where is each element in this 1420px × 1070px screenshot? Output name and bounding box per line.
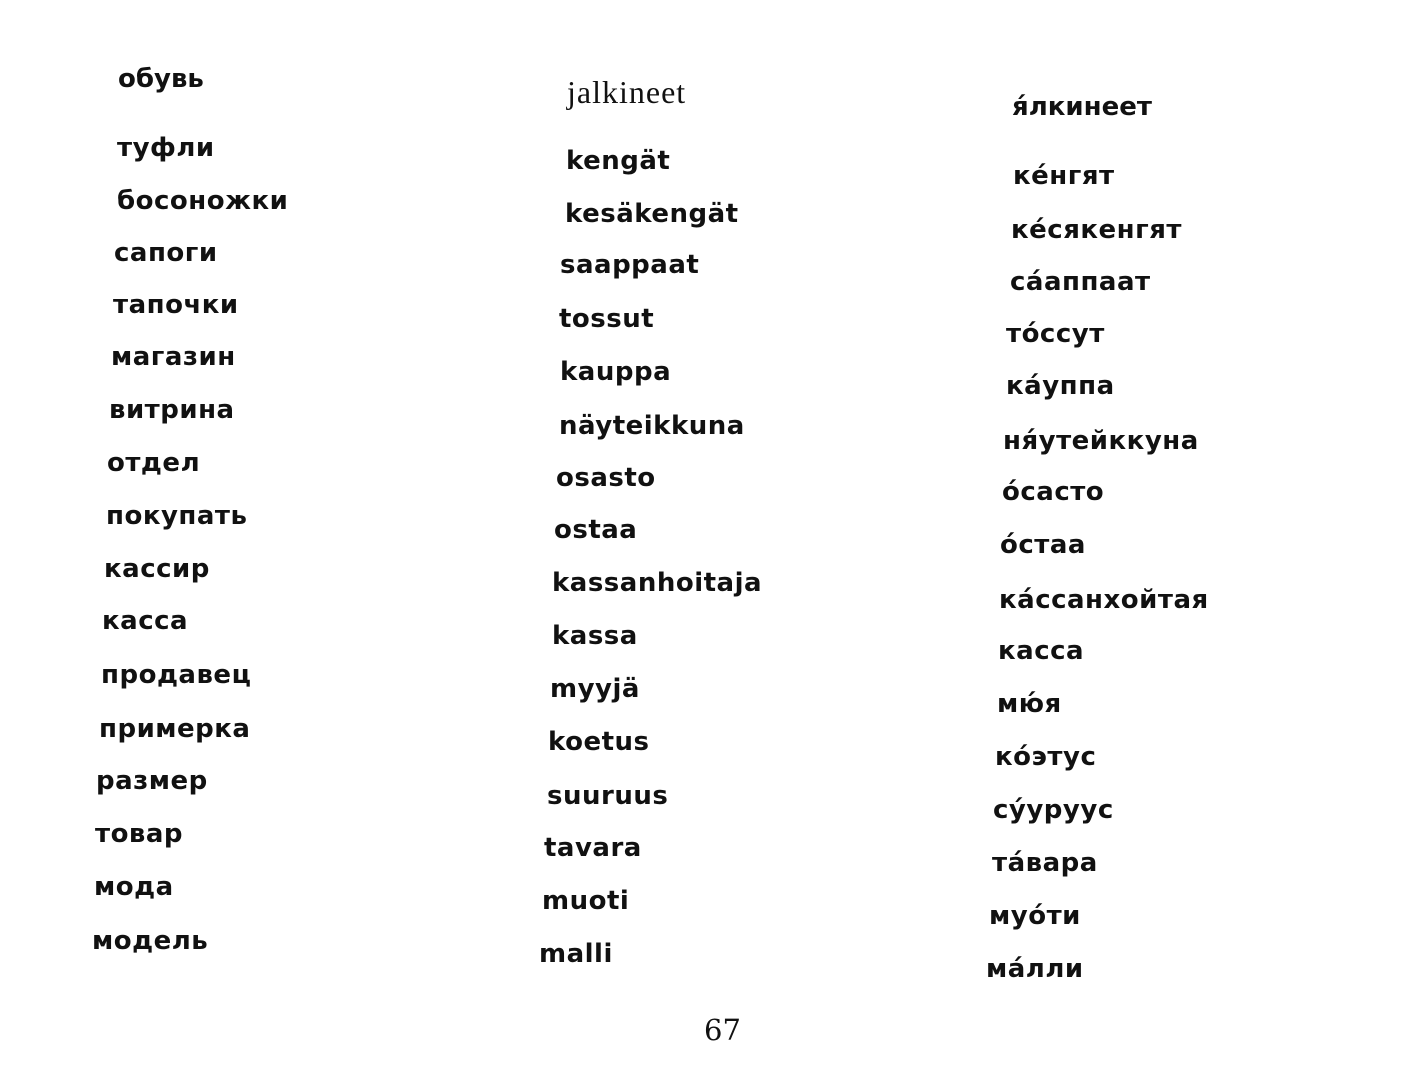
russian-word: касса xyxy=(102,606,189,636)
finnish-word: koetus xyxy=(548,727,650,757)
transcription-word: о́стаа xyxy=(1000,530,1086,560)
russian-word: размер xyxy=(96,766,208,796)
russian-word: покупать xyxy=(106,501,248,531)
finnish-word: saappaat xyxy=(560,250,700,280)
russian-word: магазин xyxy=(111,342,236,372)
transcription-word: мю́я xyxy=(997,689,1062,719)
russian-word: сапоги xyxy=(114,238,218,268)
transcription-heading: я́лкинеет xyxy=(1012,92,1152,122)
russian-word: витрина xyxy=(109,395,235,425)
transcription-word: ма́лли xyxy=(986,954,1084,984)
russian-word: товар xyxy=(95,819,184,849)
finnish-word: osasto xyxy=(556,463,656,493)
russian-word: тапочки xyxy=(113,290,239,320)
russian-word: туфли xyxy=(117,133,215,163)
transcription-word: ке́сякенгят xyxy=(1011,215,1182,245)
transcription-word: ке́нгят xyxy=(1013,161,1115,191)
finnish-word: suuruus xyxy=(547,781,669,811)
finnish-word: kengät xyxy=(566,146,671,176)
russian-word: примерка xyxy=(99,714,251,744)
transcription-word: то́ссут xyxy=(1006,319,1105,349)
finnish-word: kassanhoitaja xyxy=(552,568,763,598)
finnish-word: myyjä xyxy=(550,674,640,704)
russian-heading: обувь xyxy=(118,64,204,94)
russian-word: продавец xyxy=(101,660,252,690)
transcription-word: ка́уппа xyxy=(1006,371,1115,401)
transcription-word: ка́ссанхойтая xyxy=(999,585,1209,615)
finnish-word: ostaa xyxy=(554,515,638,545)
russian-word: кассир xyxy=(104,554,210,584)
transcription-word: ко́этус xyxy=(995,742,1097,772)
finnish-word: malli xyxy=(539,939,613,969)
finnish-word: tossut xyxy=(559,304,655,334)
russian-word: босоножки xyxy=(117,186,289,216)
transcription-word: са́аппаат xyxy=(1010,267,1151,297)
finnish-word: tavara xyxy=(544,833,642,863)
finnish-word: muoti xyxy=(542,886,630,916)
russian-word: отдел xyxy=(107,448,201,478)
transcription-word: та́вара xyxy=(992,848,1098,878)
transcription-word: су́уруус xyxy=(993,795,1114,825)
russian-word: мода xyxy=(94,872,174,902)
finnish-word: kauppa xyxy=(560,357,672,387)
finnish-heading: jalkineet xyxy=(567,74,687,110)
finnish-word: kesäkengät xyxy=(565,199,739,229)
finnish-word: kassa xyxy=(552,621,638,651)
transcription-word: о́састо xyxy=(1002,477,1105,507)
finnish-word: näyteikkuna xyxy=(559,411,745,441)
page-number: 67 xyxy=(704,1013,741,1047)
russian-word: модель xyxy=(92,926,209,956)
transcription-word: ня́утейккуна xyxy=(1003,426,1199,456)
transcription-word: муо́ти xyxy=(989,901,1081,931)
transcription-word: касса xyxy=(998,636,1085,666)
